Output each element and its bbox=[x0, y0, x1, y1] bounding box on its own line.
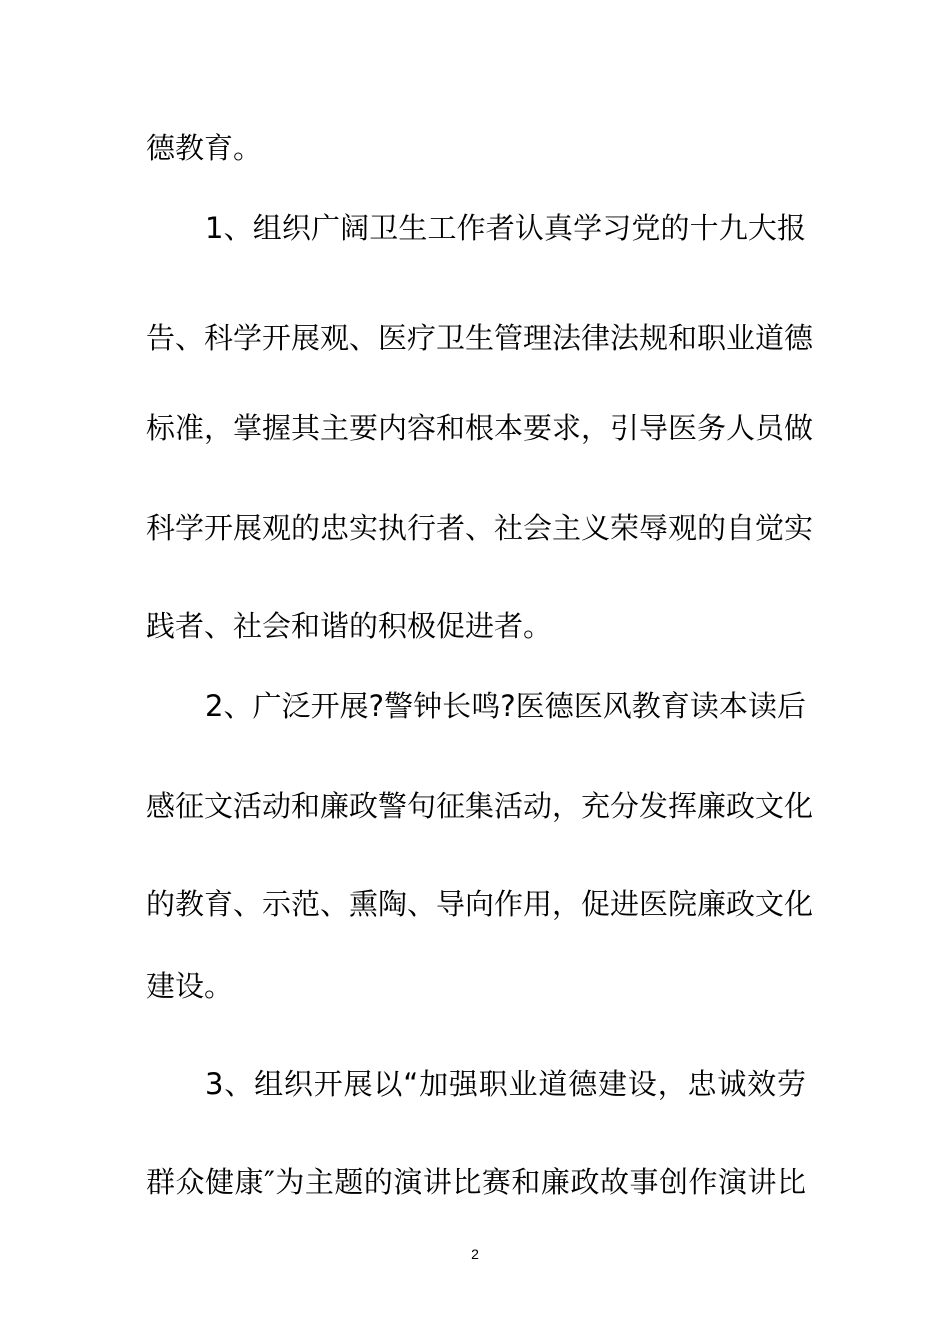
text-line: 标准，掌握其主要内容和根本要求，引导医务人员做 bbox=[146, 411, 814, 445]
text-line: 的教育、示范、熏陶、导向作用，促进医院廉政文化 bbox=[146, 887, 814, 921]
text-line: 建设。 bbox=[146, 969, 234, 1003]
paragraph-3-start: 3、组织开展以“加强职业道德建设，忠诚效劳 bbox=[205, 1067, 806, 1101]
paragraph-2-start: 2、广泛开展?警钟长鸣?医德医风教育读本读后 bbox=[205, 689, 806, 723]
text-line: 德教育。 bbox=[146, 131, 263, 165]
text-line: 践者、社会和谐的积极促进者。 bbox=[146, 609, 553, 643]
text-line: 群众健康″为主题的演讲比赛和廉政故事创作演讲比 bbox=[146, 1165, 806, 1199]
text-line: 告、科学开展观、医疗卫生管理法律法规和职业道德 bbox=[146, 321, 814, 355]
text-line: 感征文活动和廉政警句征集活动，充分发挥廉政文化 bbox=[146, 789, 814, 823]
page-number: 2 bbox=[471, 1246, 479, 1262]
text-line: 科学开展观的忠实执行者、社会主义荣辱观的自觉实 bbox=[146, 511, 814, 545]
paragraph-1-start: 1、组织广阔卫生工作者认真学习党的十九大报 bbox=[205, 211, 806, 245]
